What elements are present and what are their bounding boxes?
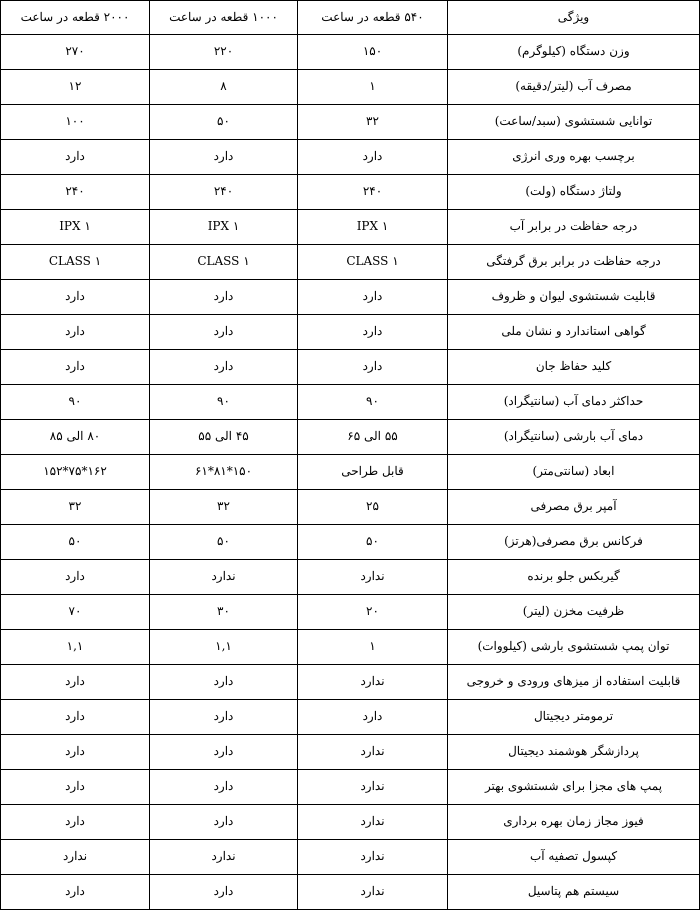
value-1000-cell: ۵۰ bbox=[150, 105, 298, 140]
value-540-cell: CLASS ۱ bbox=[298, 245, 448, 280]
value-540-cell: قابل طراحی bbox=[298, 455, 448, 490]
value-1000-cell: دارد bbox=[150, 770, 298, 805]
value-2000-cell: دارد bbox=[1, 770, 150, 805]
value-1000-cell: ۹۰ bbox=[150, 385, 298, 420]
value-540-cell: ۳۲ bbox=[298, 105, 448, 140]
value-540-cell: IPX ۱ bbox=[298, 210, 448, 245]
table-row bbox=[1, 875, 700, 910]
table-row bbox=[1, 490, 700, 525]
value-2000-cell: ۳۲ bbox=[1, 490, 150, 525]
value-2000-cell: دارد bbox=[1, 665, 150, 700]
table-row bbox=[1, 35, 700, 70]
table-row bbox=[1, 840, 700, 875]
feature-cell: آمپر برق مصرفی bbox=[448, 490, 700, 525]
value-540-cell: دارد bbox=[298, 280, 448, 315]
value-2000-cell: دارد bbox=[1, 280, 150, 315]
value-2000-cell: ۱۶۲*۷۵*۱۵۲ bbox=[1, 455, 150, 490]
value-2000-cell: دارد bbox=[1, 350, 150, 385]
value-2000-cell: ۷۰ bbox=[1, 595, 150, 630]
value-2000-cell: CLASS ۱ bbox=[1, 245, 150, 280]
table-row bbox=[1, 70, 700, 105]
value-2000-cell: دارد bbox=[1, 700, 150, 735]
value-1000-cell: ندارد bbox=[150, 840, 298, 875]
value-2000-cell: دارد bbox=[1, 140, 150, 175]
value-2000-cell: دارد bbox=[1, 805, 150, 840]
feature-cell: قابلیت شستشوی لیوان و ظروف bbox=[448, 280, 700, 315]
value-1000-cell: IPX ۱ bbox=[150, 210, 298, 245]
feature-cell: درجه حفاظت در برابر برق گرفتگی bbox=[448, 245, 700, 280]
table-row bbox=[1, 385, 700, 420]
table-row bbox=[1, 560, 700, 595]
feature-cell: دمای آب بارشی (سانتیگراد) bbox=[448, 420, 700, 455]
feature-cell: توانایی شستشوی (سبد/ساعت) bbox=[448, 105, 700, 140]
header-row bbox=[1, 1, 700, 35]
value-540-cell: ۹۰ bbox=[298, 385, 448, 420]
table-row bbox=[1, 350, 700, 385]
value-540-cell: ندارد bbox=[298, 805, 448, 840]
value-2000-cell: دارد bbox=[1, 735, 150, 770]
value-1000-cell: CLASS ۱ bbox=[150, 245, 298, 280]
value-540-cell: ۵۰ bbox=[298, 525, 448, 560]
value-2000-cell: ۲۷۰ bbox=[1, 35, 150, 70]
feature-cell: کلید حفاظ جان bbox=[448, 350, 700, 385]
value-1000-cell: دارد bbox=[150, 700, 298, 735]
feature-cell: حداکثر دمای آب (سانتیگراد) bbox=[448, 385, 700, 420]
feature-cell: قابلیت استفاده از میزهای ورودی و خروجی bbox=[448, 665, 700, 700]
table-row bbox=[1, 280, 700, 315]
feature-cell: پمپ های مجزا برای شستشوی بهتر bbox=[448, 770, 700, 805]
value-2000-cell: ۱۲ bbox=[1, 70, 150, 105]
feature-cell: ابعاد (سانتی‌متر) bbox=[448, 455, 700, 490]
value-540-cell: ندارد bbox=[298, 875, 448, 910]
feature-cell: ظرفیت مخزن (لیتر) bbox=[448, 595, 700, 630]
value-2000-cell: ۱۰۰ bbox=[1, 105, 150, 140]
value-1000-cell: ۲۲۰ bbox=[150, 35, 298, 70]
feature-cell: مصرف آب (لیتر/دقیقه) bbox=[448, 70, 700, 105]
table-row bbox=[1, 175, 700, 210]
table-row bbox=[1, 595, 700, 630]
header-1000: ۱۰۰۰ قطعه در ساعت bbox=[150, 1, 298, 35]
value-540-cell: ۱۵۰ bbox=[298, 35, 448, 70]
value-2000-cell: ۸۰ الی ۸۵ bbox=[1, 420, 150, 455]
feature-cell: ولتاژ دستگاه (ولت) bbox=[448, 175, 700, 210]
value-1000-cell: ۱۵۰*۸۱*۶۱ bbox=[150, 455, 298, 490]
value-2000-cell: ندارد bbox=[1, 840, 150, 875]
value-540-cell: دارد bbox=[298, 315, 448, 350]
value-1000-cell: دارد bbox=[150, 665, 298, 700]
value-1000-cell: ۵۰ bbox=[150, 525, 298, 560]
value-540-cell: دارد bbox=[298, 140, 448, 175]
value-1000-cell: دارد bbox=[150, 735, 298, 770]
value-540-cell: ندارد bbox=[298, 840, 448, 875]
value-1000-cell: ۱,۱ bbox=[150, 630, 298, 665]
value-1000-cell: دارد bbox=[150, 315, 298, 350]
table-row bbox=[1, 420, 700, 455]
value-540-cell: ندارد bbox=[298, 665, 448, 700]
table-row bbox=[1, 210, 700, 245]
feature-cell: فیوز مجاز زمان بهره برداری bbox=[448, 805, 700, 840]
feature-cell: فرکانس برق مصرفی(هرتز) bbox=[448, 525, 700, 560]
header-feature: ویژگی bbox=[448, 1, 700, 35]
value-1000-cell: ۸ bbox=[150, 70, 298, 105]
table-row bbox=[1, 140, 700, 175]
feature-cell: وزن دستگاه (کیلوگرم) bbox=[448, 35, 700, 70]
value-1000-cell: ۲۴۰ bbox=[150, 175, 298, 210]
value-2000-cell: دارد bbox=[1, 560, 150, 595]
value-2000-cell: ۲۴۰ bbox=[1, 175, 150, 210]
value-1000-cell: ۴۵ الی ۵۵ bbox=[150, 420, 298, 455]
value-2000-cell: دارد bbox=[1, 315, 150, 350]
table-row bbox=[1, 665, 700, 700]
value-1000-cell: دارد bbox=[150, 280, 298, 315]
value-2000-cell: ۹۰ bbox=[1, 385, 150, 420]
header-2000: ۲۰۰۰ قطعه در ساعت bbox=[1, 1, 150, 35]
table-row bbox=[1, 315, 700, 350]
feature-cell: برچسب بهره وری انرژی bbox=[448, 140, 700, 175]
value-540-cell: ۱ bbox=[298, 630, 448, 665]
value-540-cell: ۲۵ bbox=[298, 490, 448, 525]
value-540-cell: ندارد bbox=[298, 770, 448, 805]
value-540-cell: ۲۴۰ bbox=[298, 175, 448, 210]
value-540-cell: ندارد bbox=[298, 560, 448, 595]
feature-cell: ترمومتر دیجیتال bbox=[448, 700, 700, 735]
table-row bbox=[1, 455, 700, 490]
value-2000-cell: ۵۰ bbox=[1, 525, 150, 560]
feature-cell: گیربکس جلو برنده bbox=[448, 560, 700, 595]
value-1000-cell: دارد bbox=[150, 875, 298, 910]
feature-cell: کپسول تصفیه آب bbox=[448, 840, 700, 875]
table-header bbox=[1, 1, 700, 35]
value-540-cell: دارد bbox=[298, 350, 448, 385]
value-540-cell: ۲۰ bbox=[298, 595, 448, 630]
value-540-cell: ندارد bbox=[298, 735, 448, 770]
table-row bbox=[1, 245, 700, 280]
table-row bbox=[1, 735, 700, 770]
feature-cell: توان پمپ شستشوی بارشی (کیلووات) bbox=[448, 630, 700, 665]
table-row bbox=[1, 700, 700, 735]
value-2000-cell: IPX ۱ bbox=[1, 210, 150, 245]
value-2000-cell: ۱,۱ bbox=[1, 630, 150, 665]
table-row bbox=[1, 805, 700, 840]
table-row bbox=[1, 770, 700, 805]
table-row bbox=[1, 525, 700, 560]
feature-cell: درجه حفاظت در برابر آب bbox=[448, 210, 700, 245]
table-row bbox=[1, 630, 700, 665]
value-2000-cell: دارد bbox=[1, 875, 150, 910]
value-1000-cell: دارد bbox=[150, 140, 298, 175]
value-1000-cell: ۳۰ bbox=[150, 595, 298, 630]
table-row bbox=[1, 105, 700, 140]
value-540-cell: ۵۵ الی ۶۵ bbox=[298, 420, 448, 455]
feature-cell: سیستم هم پتاسیل bbox=[448, 875, 700, 910]
value-1000-cell: ندارد bbox=[150, 560, 298, 595]
feature-cell: گواهی استاندارد و نشان ملی bbox=[448, 315, 700, 350]
value-540-cell: ۱ bbox=[298, 70, 448, 105]
value-1000-cell: دارد bbox=[150, 350, 298, 385]
feature-cell: پردازشگر هوشمند دیجیتال bbox=[448, 735, 700, 770]
value-540-cell: دارد bbox=[298, 700, 448, 735]
value-1000-cell: ۳۲ bbox=[150, 490, 298, 525]
header-540: ۵۴۰ قطعه در ساعت bbox=[298, 1, 448, 35]
value-1000-cell: دارد bbox=[150, 805, 298, 840]
table-body bbox=[1, 35, 700, 910]
